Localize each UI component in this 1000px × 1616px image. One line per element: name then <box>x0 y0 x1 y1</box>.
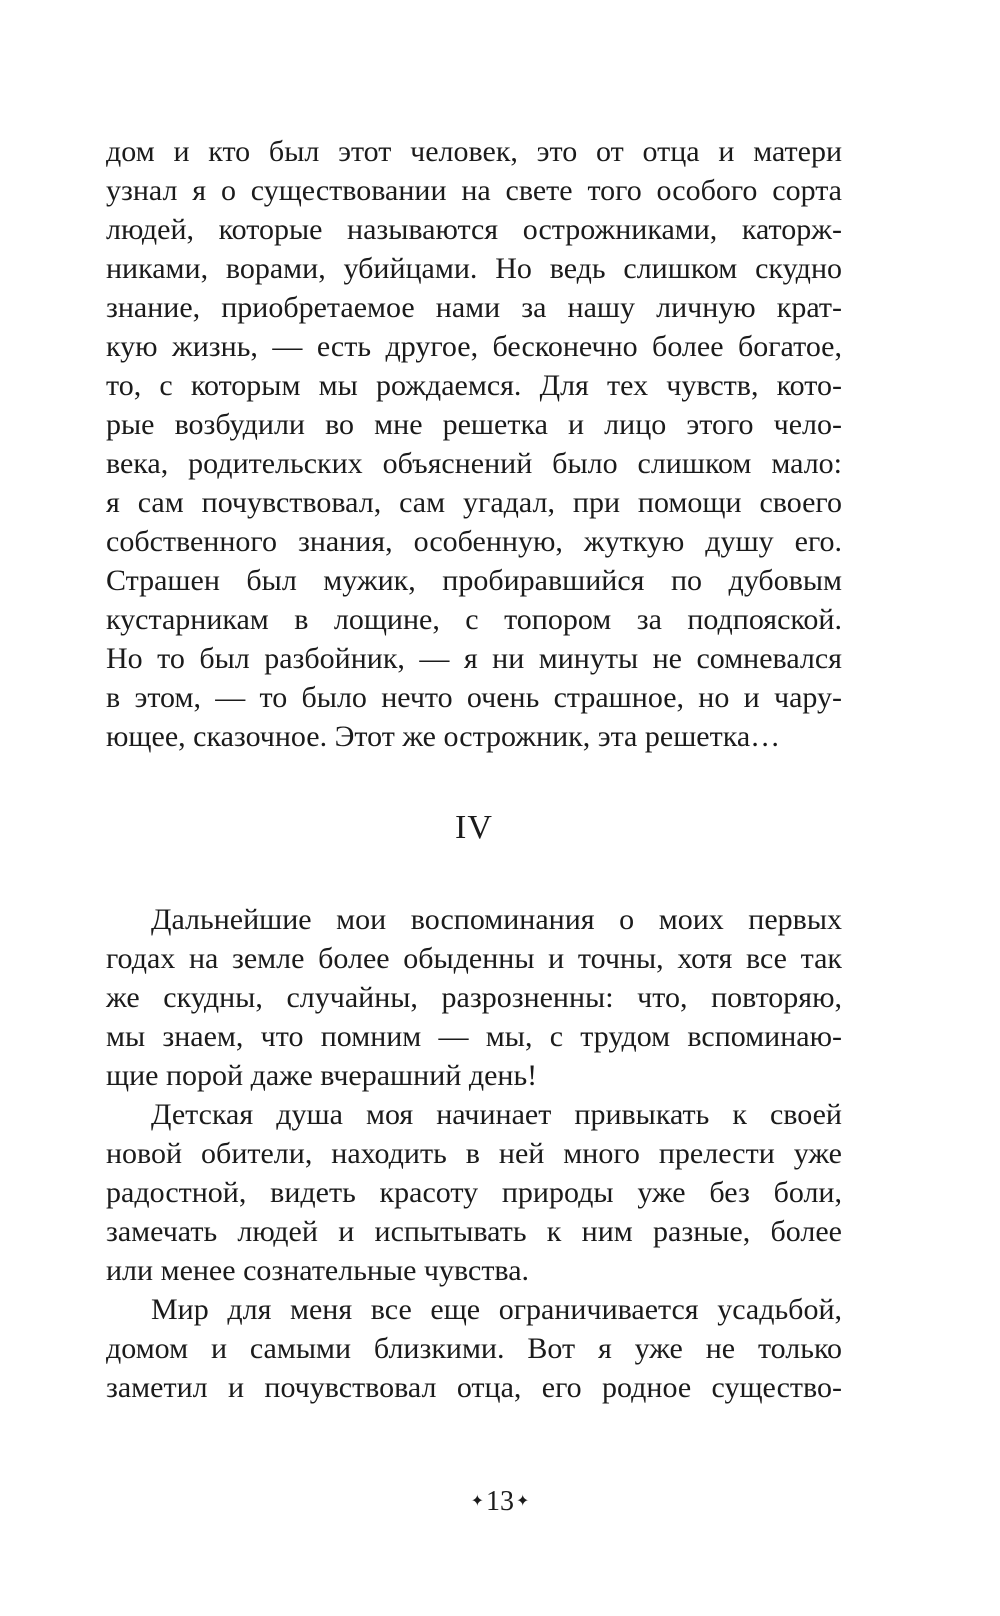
text-line: узнал я о существовании на свете того особого сорта <box>106 174 842 207</box>
page-number: 13 <box>486 1486 514 1517</box>
text-line: или менее сознательные чувства. <box>106 1254 530 1287</box>
text-line: рые возбудили во мне решетка и лицо этого чело- <box>106 408 842 441</box>
text-line: кую жизнь, — есть другое, бесконечно более богатое, <box>106 330 842 363</box>
paragraph-1 <box>106 132 842 756</box>
ornament-left-icon: ✦ <box>470 1492 484 1510</box>
text-line: домом и самыми близкими. Вот я уже не только <box>106 1332 842 1365</box>
page-number-footer <box>0 1486 1000 1518</box>
text-line: я сам почувствовал, сам угадал, при помощи своего <box>106 486 842 519</box>
text-line: Страшен был мужик, пробиравшийся по дубовым <box>106 564 842 597</box>
text-line: замечать людей и испытывать к ним разные, более <box>106 1215 842 1248</box>
ornament-right-icon: ✦ <box>516 1492 530 1510</box>
text-line: то, с которым мы рождаемся. Для тех чувств, кото- <box>106 369 842 402</box>
paragraph-2 <box>106 900 842 1095</box>
text-line: щие порой даже вчерашний день! <box>106 1059 538 1092</box>
text-line: в этом, — то было нечто очень страшное, но и чару- <box>106 681 842 714</box>
text-line: мы знаем, что помним — мы, с трудом вспоминаю- <box>106 1020 842 1053</box>
text-line: ющее, сказочное. Этот же острожник, эта решетка… <box>106 720 781 753</box>
text-line: века, родительских объяснений было слишком мало: <box>106 447 842 480</box>
text-line: Дальнейшие мои воспоминания о моих первых <box>151 903 842 936</box>
text-line: знание, приобретаемое нами за нашу личную крат- <box>106 291 842 324</box>
text-line: дом и кто был этот человек, это от отца и матери <box>106 135 842 168</box>
paragraph-3 <box>106 1095 842 1290</box>
text-line: кустарникам в лощине, с топором за подпояской. <box>106 603 842 636</box>
chapter-heading: IV <box>455 809 493 846</box>
paragraph-4 <box>106 1290 842 1407</box>
text-line: Мир для меня все еще ограничивается усадьбой, <box>151 1293 842 1326</box>
text-line: годах на земле более обыденны и точны, хотя все так <box>106 942 842 975</box>
text-line: людей, которые называются острожниками, каторж- <box>106 213 842 246</box>
text-line: новой обители, находить в ней много прелести уже <box>106 1137 842 1170</box>
text-line: заметил и почувствовал отца, его родное существо- <box>106 1371 842 1404</box>
text-line: радостной, видеть красоту природы уже без боли, <box>106 1176 842 1209</box>
text-line: собственного знания, особенную, жуткую душу его. <box>106 525 842 558</box>
text-line: Детская душа моя начинает привыкать к своей <box>151 1098 842 1131</box>
page-body <box>106 132 842 1407</box>
text-line: никами, ворами, убийцами. Но ведь слишком скудно <box>106 252 842 285</box>
text-line: Но то был разбойник, — я ни минуты не сомневался <box>106 642 842 675</box>
text-line: же скудны, случайны, разрозненны: что, повторяю, <box>106 981 842 1014</box>
